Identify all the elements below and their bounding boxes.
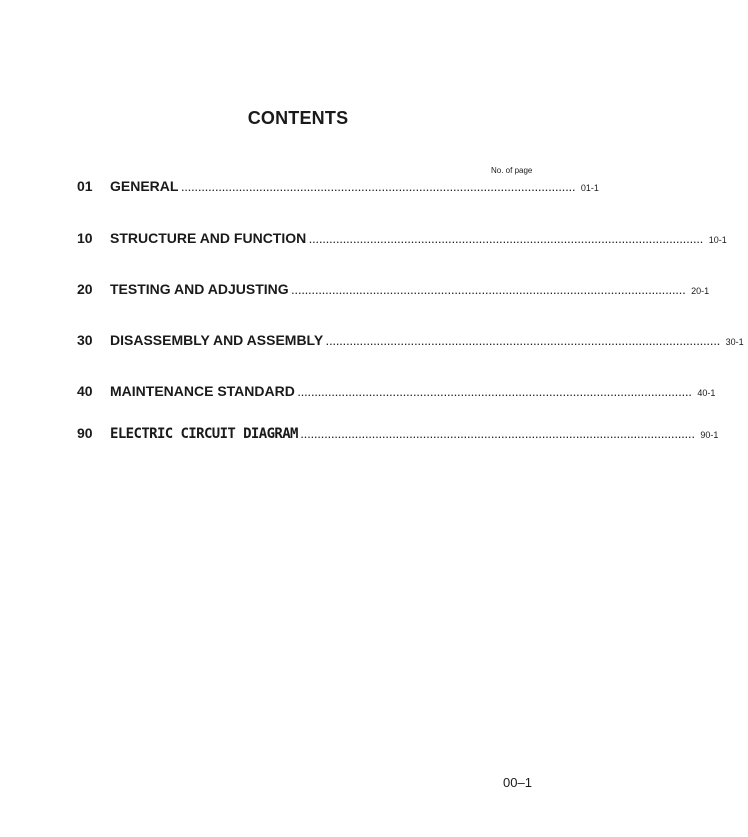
toc-entry-leader: ....................................................................................................................: [291, 286, 687, 296]
toc-entry-number: 30: [77, 332, 93, 348]
toc-entry-disassembly-and-assembly[interactable]: [77, 332, 744, 352]
page-column-header: No. of page: [491, 166, 533, 175]
toc-entry-title: GENERAL: [110, 178, 179, 194]
toc-entry-number: 90: [77, 425, 93, 441]
toc-entry-general[interactable]: [77, 178, 599, 198]
toc-entry-title: ELECTRIC CIRCUIT DIAGRAM: [110, 426, 298, 442]
toc-entry-leader: ....................................................................................................................: [300, 430, 696, 440]
toc-entry-title: MAINTENANCE STANDARD: [110, 383, 295, 399]
toc-entry-leader: ....................................................................................................................: [326, 337, 721, 347]
toc-entry-maintenance-standard[interactable]: [77, 383, 716, 403]
toc-entry-page: 90-1: [700, 430, 719, 440]
toc-entry-leader: ....................................................................................................................: [181, 183, 576, 193]
toc-entry-number: 40: [77, 383, 93, 399]
page-title: CONTENTS: [247, 108, 349, 128]
toc-entry-title: DISASSEMBLY AND ASSEMBLY: [110, 332, 324, 348]
toc-entry-electric-circuit-diagram[interactable]: [77, 425, 719, 445]
toc-entry-number: 20: [77, 281, 93, 297]
toc-entry-structure-and-function[interactable]: [77, 230, 727, 250]
toc-entry-page: 30-1: [725, 337, 744, 347]
toc-entry-leader: ....................................................................................................................: [297, 388, 693, 398]
toc-entry-page: 20-1: [691, 286, 710, 296]
toc-entry-leader: ....................................................................................................................: [309, 235, 704, 245]
toc-entry-number: 01: [77, 178, 93, 194]
footer-page-number: 00–1: [503, 775, 532, 790]
toc-entry-testing-and-adjusting[interactable]: [77, 281, 710, 301]
toc-entry-title: STRUCTURE AND FUNCTION: [110, 230, 307, 246]
toc-entry-page: 40-1: [697, 388, 716, 398]
toc-entry-page: 01-1: [580, 183, 599, 193]
toc-entry-number: 10: [77, 230, 93, 246]
toc-entry-page: 10-1: [708, 235, 727, 245]
toc-entry-title: TESTING AND ADJUSTING: [110, 281, 289, 297]
